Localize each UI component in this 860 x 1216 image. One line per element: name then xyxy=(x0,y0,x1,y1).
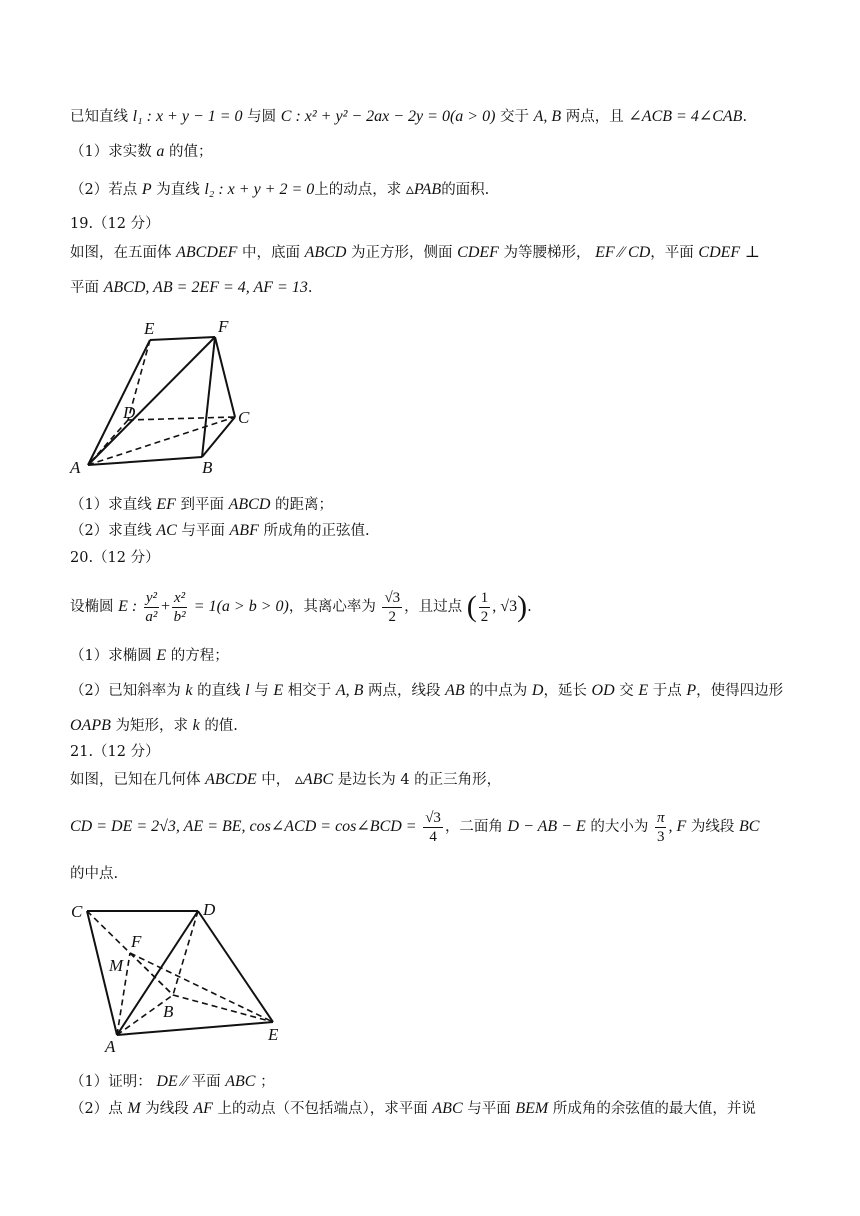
text: 为正方形，侧面 xyxy=(351,245,453,261)
q18-part1 xyxy=(70,142,212,162)
math-var: M xyxy=(127,1100,141,1117)
edge-fb xyxy=(202,337,215,457)
math-angle-relation: ∠ACB = 4∠CAB xyxy=(628,108,743,125)
math-var: l xyxy=(245,682,250,699)
vertex-label-a: A xyxy=(105,1037,116,1056)
math-var: OAPB xyxy=(70,717,111,734)
math-op: + xyxy=(160,598,171,615)
math-var: AF xyxy=(193,1100,213,1117)
math-var: ABCDEF xyxy=(176,244,238,261)
edge-ac xyxy=(88,417,235,465)
numerator: √3 xyxy=(384,589,401,606)
text: 两点，线段 xyxy=(368,683,441,699)
math-var: ABCD xyxy=(228,496,271,513)
text: 中， xyxy=(261,772,291,788)
paren-close: ) xyxy=(517,590,528,623)
q18-stem xyxy=(70,107,747,127)
text: 所成角的正弦值. xyxy=(263,523,370,539)
text: 两点，且 xyxy=(565,109,624,125)
point-y: , √3 xyxy=(492,598,518,615)
math-var: P xyxy=(686,682,697,699)
math-dihedral: D − AB − E xyxy=(507,818,586,835)
math-var: k xyxy=(192,717,200,734)
math-var: D xyxy=(531,682,544,699)
numerator: 1 xyxy=(480,589,489,606)
text: 上的动点（不包括端点），求平面 xyxy=(217,1101,428,1117)
math-parallel: DE ∕∕ xyxy=(156,1073,188,1090)
text: 与 xyxy=(254,683,269,699)
q21-header: 21.（12 分） xyxy=(70,744,160,760)
edge-fa xyxy=(88,337,215,465)
text: 为矩形，求 xyxy=(115,718,188,734)
paren-open: ( xyxy=(466,590,477,623)
text: （1）求直线 xyxy=(70,497,152,513)
denominator: 2 xyxy=(388,608,397,625)
numerator: y² xyxy=(145,589,157,606)
math-circle-c: C : x² + y² − 2ax − 2y = 0(a > 0) xyxy=(280,108,496,125)
math-var: E : xyxy=(118,598,138,615)
text: ，平面 xyxy=(650,245,694,261)
math-line-l1: l₁ : x + y − 1 = 0 xyxy=(132,108,243,125)
vertex-label-f: F xyxy=(218,317,229,336)
math-var: AC xyxy=(156,522,177,539)
text: 与平面 xyxy=(181,523,225,539)
text: 与圆 xyxy=(247,109,277,125)
vertex-label-b: B xyxy=(163,1002,174,1021)
vertex-label-c: C xyxy=(71,902,83,921)
text: 与平面 xyxy=(467,1101,511,1117)
denominator: 3 xyxy=(656,828,665,845)
vertex-label-b: B xyxy=(202,458,213,477)
q20-part2-cont xyxy=(70,716,238,736)
edge-da xyxy=(117,911,198,1035)
text: 的距离； xyxy=(275,497,333,513)
text: 的大小为 xyxy=(590,819,649,835)
vertex-label-m: M xyxy=(109,956,124,975)
q19-stem-line1 xyxy=(70,243,760,263)
fraction-eccentricity xyxy=(382,589,402,626)
math-var: ABC xyxy=(225,1073,256,1090)
denominator: a² xyxy=(145,608,158,625)
text: （2）若点 xyxy=(70,182,138,198)
text: （2）点 xyxy=(70,1101,123,1117)
math-conditions: ABCD, AB = 2EF = 4, AF = 13 xyxy=(103,279,308,296)
text: 于点 xyxy=(652,683,682,699)
fraction-y2-a2 xyxy=(144,589,159,626)
math-var: BC xyxy=(738,818,760,835)
q21-stem-line2 xyxy=(70,805,759,849)
math-var: E xyxy=(156,647,167,664)
math-var: A, B xyxy=(335,682,364,699)
text: 已知直线 xyxy=(70,109,128,125)
q20-header: 20.（12 分） xyxy=(70,550,160,566)
q19-header: 19.（12 分） xyxy=(70,216,160,232)
text: 平面 xyxy=(70,280,99,296)
fraction-half xyxy=(479,589,491,626)
text: . xyxy=(527,599,532,615)
q19-solid-edges xyxy=(88,337,235,465)
text: （1）求实数 xyxy=(70,144,152,160)
text: . xyxy=(742,109,748,125)
math-var: CDEF xyxy=(457,244,499,261)
text: （2）已知斜率为 xyxy=(70,683,181,699)
math-triangle: ▵ABC xyxy=(294,771,334,788)
q21-stem-line1 xyxy=(70,770,501,790)
math-var: ABCD xyxy=(304,244,347,261)
text: ； xyxy=(260,1074,275,1090)
text: （1）求椭圆 xyxy=(70,648,152,664)
q18-part2 xyxy=(70,180,489,200)
text: ，二面角 xyxy=(444,819,503,835)
text: ，使得四边形 xyxy=(696,683,784,699)
edge-fc xyxy=(215,337,235,417)
math-points: A, B xyxy=(533,108,562,125)
text: ，其离心率为 xyxy=(288,599,376,615)
text: 如图，在五面体 xyxy=(70,245,172,261)
math-parallel: EF ∕∕ CD xyxy=(595,244,651,261)
text: 的中点为 xyxy=(469,683,528,699)
math-var: AB xyxy=(445,682,465,699)
text: ，延长 xyxy=(543,683,587,699)
q19-part2 xyxy=(70,521,370,541)
text: ，且过点 xyxy=(404,599,463,615)
math-condition: = 1(a > b > 0) xyxy=(193,598,289,615)
edge-dc xyxy=(128,417,235,420)
q20-part2 xyxy=(70,681,783,701)
text: （2）求直线 xyxy=(70,523,152,539)
q20-stem xyxy=(70,587,532,627)
edge-ea xyxy=(88,340,150,465)
text: 的值. xyxy=(204,718,238,734)
numerator: √3 xyxy=(425,809,441,826)
math-line-l2: l₂ : x + y + 2 = 0 xyxy=(204,181,315,198)
text: 所成角的余弦值的最大值，并说 xyxy=(552,1101,756,1117)
math-var: ABCDE xyxy=(205,771,257,788)
vertex-label-f: F xyxy=(131,932,142,951)
math-var: k xyxy=(185,682,193,699)
math-var: ABF xyxy=(229,522,259,539)
text: . xyxy=(307,280,313,296)
text: 的方程； xyxy=(170,648,229,664)
q21-part2 xyxy=(70,1099,756,1119)
vertex-label-e: E xyxy=(144,319,155,338)
vertex-label-a: A xyxy=(70,458,81,477)
math-triangle: ▵PAB xyxy=(405,181,442,198)
text: 的面积. xyxy=(441,182,490,198)
text: 中，底面 xyxy=(242,245,301,261)
text: 平面 xyxy=(191,1074,221,1090)
denominator: b² xyxy=(173,608,186,625)
text: 到平面 xyxy=(180,497,224,513)
q19-part1 xyxy=(70,495,333,515)
denominator: 2 xyxy=(480,608,489,625)
math-conditions: CD = DE = 2√3, AE = BE, cos∠ACD = cos∠BCD = xyxy=(70,818,417,835)
fraction-x2-b2 xyxy=(172,589,187,626)
edge-ef xyxy=(150,337,215,340)
text: 设椭圆 xyxy=(70,599,114,615)
fraction-cos xyxy=(423,809,443,846)
edge-db xyxy=(173,911,198,995)
q20-part1 xyxy=(70,646,229,666)
text: 为直线 xyxy=(156,182,200,198)
text: 交 xyxy=(619,683,634,699)
q19-stem-line2 xyxy=(70,278,312,298)
numerator: x² xyxy=(174,589,186,606)
math-var: a xyxy=(156,143,165,160)
math-var: CDEF xyxy=(698,244,741,261)
text: 的直线 xyxy=(197,683,241,699)
q19-pentahedron-figure xyxy=(60,315,260,480)
text: 为线段 xyxy=(690,819,735,835)
math-var: BEM xyxy=(515,1100,549,1117)
math-var: E xyxy=(638,682,649,699)
text: 是边长为 4 的正三角形， xyxy=(337,772,502,788)
edge-ab xyxy=(88,457,202,465)
q21-stem-line3: 的中点. xyxy=(70,866,119,882)
fraction-pi-3 xyxy=(655,809,667,846)
edge-me xyxy=(130,953,273,1022)
text: 为线段 xyxy=(145,1101,189,1117)
edge-bc xyxy=(202,417,235,457)
math-perp: ⊥ xyxy=(744,244,760,261)
vertex-label-d: D xyxy=(203,900,216,919)
numerator: π xyxy=(656,809,665,826)
math-var: EF xyxy=(156,496,176,513)
text: 交于 xyxy=(500,109,530,125)
math-var: ABC xyxy=(432,1100,463,1117)
edge-de xyxy=(198,911,273,1022)
q21-solid-figure xyxy=(65,895,290,1060)
text: 相交于 xyxy=(287,683,332,699)
math-var: P xyxy=(141,181,152,198)
q21-part1 xyxy=(70,1072,275,1092)
text: 上的动点，求 xyxy=(314,182,402,198)
vertex-label-c: C xyxy=(238,408,250,427)
math-var: E xyxy=(273,682,284,699)
text: 为等腰梯形， xyxy=(503,245,591,261)
text: 的值； xyxy=(168,144,213,160)
text: 如图，已知在几何体 xyxy=(70,772,201,788)
math-var: , F xyxy=(668,818,687,835)
vertex-label-e: E xyxy=(268,1025,279,1044)
math-var: OD xyxy=(591,682,615,699)
text: （1）证明： xyxy=(70,1074,152,1090)
vertex-label-d: D xyxy=(123,403,136,422)
denominator: 4 xyxy=(429,828,437,845)
edge-ae xyxy=(117,1022,273,1035)
